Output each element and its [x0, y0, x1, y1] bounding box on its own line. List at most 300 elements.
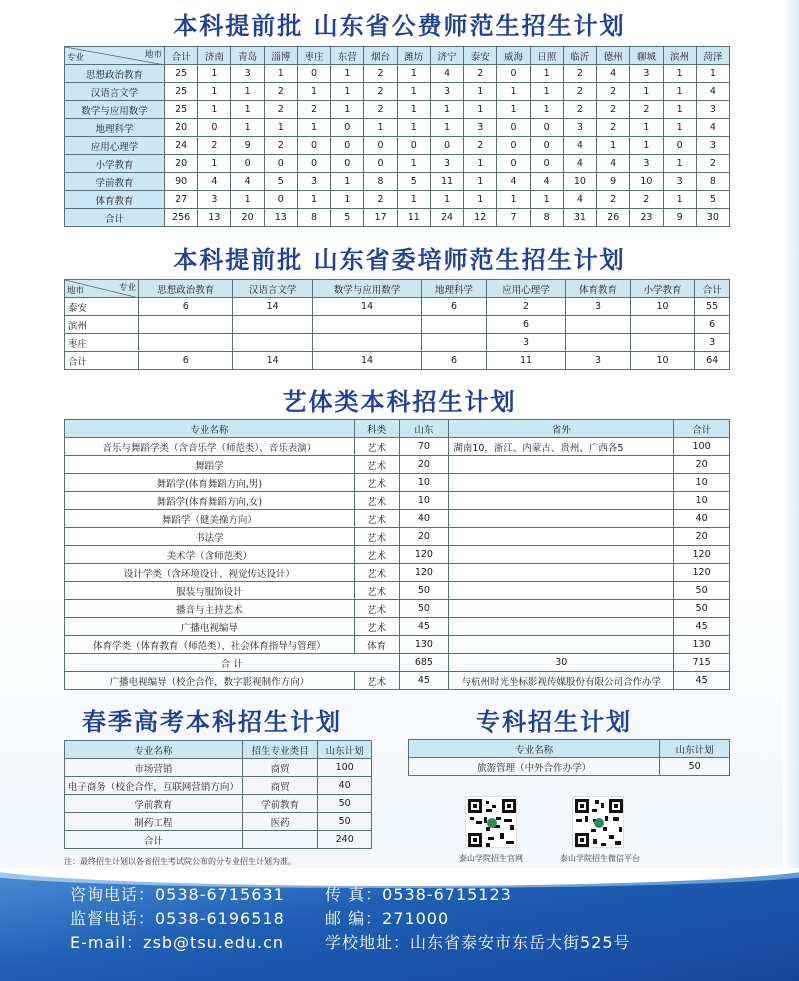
row-label: 小学教育	[65, 155, 165, 173]
row-label: 合计	[65, 209, 165, 227]
table-cell: 0	[530, 119, 563, 137]
row-label: 泰安	[65, 298, 139, 316]
supervise-phone[interactable]: 监督电话：0538-6196518	[70, 909, 285, 928]
table-cell: 2	[198, 137, 231, 155]
consult-phone[interactable]: 咨询电话：0538-6715631	[70, 885, 285, 904]
column-header: 体育教育	[566, 280, 631, 298]
table-cell: 1	[663, 119, 696, 137]
table-cell: 0	[264, 191, 297, 209]
row-label: 地理科学	[65, 119, 165, 137]
table-cell: 0	[331, 155, 364, 173]
table-cell: 4	[563, 191, 596, 209]
category: 艺术	[354, 618, 399, 636]
column-header: 专业名称	[409, 740, 660, 758]
table-cell: 25	[165, 101, 198, 119]
email-link[interactable]: E-mail：zsb@tsu.edu.cn	[70, 933, 285, 952]
table-row	[65, 173, 730, 191]
column-header: 专业名称	[65, 420, 355, 438]
corner-label-bottom: 地市	[67, 286, 85, 296]
outside-quota	[449, 510, 674, 528]
table-cell: 0	[231, 155, 264, 173]
major-name: 音乐与舞蹈学类（含音乐学（师范类）、音乐表演）	[65, 438, 355, 456]
public-normal-plan-table	[64, 46, 730, 227]
table-cell	[630, 334, 695, 352]
table-cell: 3	[630, 155, 663, 173]
total-quota: 45	[674, 672, 730, 690]
table-cell: 1	[297, 191, 330, 209]
outside-quota	[449, 474, 674, 492]
title-spring-exam: 春季高考本科招生计划	[82, 708, 342, 736]
table-cell: 1	[464, 191, 497, 209]
column-header: 聊城	[630, 47, 663, 65]
row-label: 学前教育	[65, 173, 165, 191]
table-cell: 3	[486, 334, 565, 352]
table-cell: 12	[464, 209, 497, 227]
table-cell: 1	[696, 65, 729, 83]
category: 艺术	[354, 474, 399, 492]
shandong-plan: 50	[318, 795, 372, 813]
table-cell: 4	[530, 173, 563, 191]
table-row	[65, 795, 372, 813]
table-cell: 1	[231, 191, 264, 209]
column-header: 日照	[530, 47, 563, 65]
table-row	[65, 759, 372, 777]
table-cell: 1	[430, 191, 463, 209]
table-header-row	[65, 280, 730, 298]
total-quota: 40	[674, 510, 730, 528]
table-cell: 2	[486, 298, 565, 316]
total-quota: 45	[674, 618, 730, 636]
column-header: 潍坊	[397, 47, 430, 65]
table-cell: 2	[364, 65, 397, 83]
table-row	[65, 119, 730, 137]
outside-quota	[449, 618, 674, 636]
table-cell: 1	[430, 101, 463, 119]
table-cell: 2	[264, 137, 297, 155]
column-header: 济南	[198, 47, 231, 65]
row-label: 思想政治教育	[65, 65, 165, 83]
table-cell: 7	[497, 209, 530, 227]
total-row	[65, 831, 372, 849]
table-cell: 20	[231, 209, 264, 227]
table-cell: 0	[297, 155, 330, 173]
total-quota: 20	[674, 456, 730, 474]
table-cell: 1	[464, 83, 497, 101]
outside-quota	[449, 564, 674, 582]
table-cell	[422, 334, 487, 352]
major-name: 市场营销	[65, 759, 243, 777]
outside-quota	[449, 546, 674, 564]
title-art-sports: 艺体类本科招生计划	[282, 388, 517, 416]
table-cell: 25	[165, 83, 198, 101]
table-cell: 1	[231, 101, 264, 119]
row-label: 枣庄	[65, 334, 139, 352]
table-cell: 6	[486, 316, 565, 334]
title-public-normal: 本科提前批 山东省公费师范生招生计划	[173, 12, 626, 40]
column-header: 枣庄	[297, 47, 330, 65]
table-cell: 2	[630, 191, 663, 209]
table-cell: 1	[331, 173, 364, 191]
title-commissioned-normal: 本科提前批 山东省委培师范生招生计划	[173, 246, 626, 274]
table-row	[65, 582, 730, 600]
table-cell: 64	[695, 352, 730, 370]
total-quota: 10	[674, 492, 730, 510]
table-cell: 5	[331, 209, 364, 227]
category: 艺术	[354, 456, 399, 474]
corner-label-top: 地市	[144, 50, 162, 60]
table-cell: 14	[312, 298, 421, 316]
table-cell: 6	[422, 352, 487, 370]
table-cell: 20	[165, 155, 198, 173]
column-header: 泰安	[464, 47, 497, 65]
table-row	[65, 316, 730, 334]
table-cell: 1	[663, 83, 696, 101]
table-cell: 2	[563, 101, 596, 119]
table-cell: 31	[563, 209, 596, 227]
table-row	[65, 334, 730, 352]
corner-label-bottom: 专业	[67, 53, 85, 63]
table-cell: 1	[397, 83, 430, 101]
column-header: 合计	[165, 47, 198, 65]
outside-quota: 湖南10，浙江、内蒙古、贵州、广西各5	[449, 438, 674, 456]
table-cell: 4	[597, 155, 630, 173]
table-cell: 4	[497, 173, 530, 191]
table-cell: 0	[497, 119, 530, 137]
column-header: 临沂	[563, 47, 596, 65]
table-row	[65, 777, 372, 795]
table-cell: 1	[297, 83, 330, 101]
table-row	[65, 528, 730, 546]
table-cell	[422, 316, 487, 334]
table-cell: 2	[696, 155, 729, 173]
major-name: 书法学	[65, 528, 355, 546]
table-cell: 1	[663, 155, 696, 173]
table-cell: 1	[497, 83, 530, 101]
table-cell: 4	[430, 65, 463, 83]
table-row	[65, 456, 730, 474]
column-header: 山东计划	[318, 741, 372, 759]
major-name: 电子商务（校企合作，互联网营销方向）	[65, 777, 243, 795]
table-header-row	[65, 47, 730, 65]
shandong-plan: 40	[318, 777, 372, 795]
outside-quota	[449, 528, 674, 546]
qr-code-wechat[interactable]	[572, 796, 624, 848]
contact-footer	[0, 868, 799, 981]
major-name: 舞蹈学(体育舞蹈方向,男)	[65, 474, 355, 492]
table-row	[65, 137, 730, 155]
major-name: 舞蹈学	[65, 456, 355, 474]
table-cell: 1	[331, 101, 364, 119]
table-row	[65, 438, 730, 456]
table-cell: 90	[165, 173, 198, 191]
major-name: 广播电视编导（校企合作，数字影视制作方向）	[65, 672, 355, 690]
table-cell: 4	[563, 155, 596, 173]
table-cell: 0	[297, 137, 330, 155]
table-cell	[630, 316, 695, 334]
table-cell: 1	[397, 119, 430, 137]
column-header: 淄博	[264, 47, 297, 65]
table-cell: 0	[497, 65, 530, 83]
total-quota: 715	[674, 654, 730, 672]
shandong-quota: 20	[399, 456, 449, 474]
table-cell: 24	[165, 137, 198, 155]
category: 艺术	[354, 492, 399, 510]
shandong-quota: 685	[399, 654, 449, 672]
table-cell: 27	[165, 191, 198, 209]
table-row	[65, 546, 730, 564]
table-row	[65, 83, 730, 101]
total-quota: 50	[674, 582, 730, 600]
table-row	[65, 600, 730, 618]
column-header: 专业名称	[65, 741, 243, 759]
column-header: 地理科学	[422, 280, 487, 298]
table-cell: 2	[597, 119, 630, 137]
table-cell: 2	[563, 83, 596, 101]
table-cell: 1	[198, 83, 231, 101]
table-cell: 3	[630, 65, 663, 83]
table-cell: 2	[630, 101, 663, 119]
table-cell: 3	[696, 101, 729, 119]
major-name: 设计学类（含环境设计、视觉传达设计）	[65, 564, 355, 582]
shandong-plan: 50	[660, 758, 730, 776]
outside-quota	[449, 636, 674, 654]
junior-college-plan-table	[408, 739, 730, 776]
row-label: 滨州	[65, 316, 139, 334]
table-cell: 2	[597, 83, 630, 101]
table-cell: 1	[231, 119, 264, 137]
table-cell: 13	[198, 209, 231, 227]
table-cell: 1	[198, 65, 231, 83]
table-cell: 1	[397, 101, 430, 119]
table-cell: 0	[430, 137, 463, 155]
column-header: 青岛	[231, 47, 264, 65]
table-cell: 8	[297, 209, 330, 227]
table-cell: 4	[696, 119, 729, 137]
total-row	[65, 654, 730, 672]
table-cell: 11	[397, 209, 430, 227]
table-cell: 17	[364, 209, 397, 227]
table-cell: 0	[530, 137, 563, 155]
table-cell: 0	[198, 119, 231, 137]
category: 体育	[354, 636, 399, 654]
table-cell: 2	[563, 65, 596, 83]
table-cell: 4	[231, 173, 264, 191]
outside-quota	[449, 492, 674, 510]
major-name: 广播电视编导	[65, 618, 355, 636]
table-row	[65, 492, 730, 510]
column-header: 合计	[695, 280, 730, 298]
table-cell: 0	[530, 155, 563, 173]
total-quota: 130	[674, 636, 730, 654]
table-cell: 0	[497, 155, 530, 173]
table-cell: 3	[566, 352, 631, 370]
table-cell: 0	[364, 155, 397, 173]
table-cell	[566, 316, 631, 334]
category: 艺术	[354, 672, 399, 690]
table-row	[65, 672, 730, 690]
shandong-quota: 20	[399, 528, 449, 546]
major-name: 旅游管理（中外合作办学）	[409, 758, 660, 776]
total-quota: 20	[674, 528, 730, 546]
qr-code-wechat-icon	[573, 797, 625, 849]
table-cell: 10	[630, 298, 695, 316]
table-cell: 55	[695, 298, 730, 316]
table-cell: 1	[364, 119, 397, 137]
postcode: 邮 编：271000	[325, 909, 450, 928]
table-cell: 2	[364, 191, 397, 209]
empty-cell	[242, 831, 318, 849]
table-row	[65, 155, 730, 173]
shandong-quota: 120	[399, 564, 449, 582]
table-cell: 0	[297, 65, 330, 83]
table-cell: 8	[364, 173, 397, 191]
column-header: 德州	[597, 47, 630, 65]
major-name: 美术学（含师范类）	[65, 546, 355, 564]
shandong-quota: 45	[399, 672, 449, 690]
table-cell: 5	[397, 173, 430, 191]
shandong-quota: 50	[399, 600, 449, 618]
shandong-quota: 10	[399, 492, 449, 510]
table-cell: 1	[231, 83, 264, 101]
table-cell: 3	[430, 155, 463, 173]
table-cell: 0	[264, 155, 297, 173]
shandong-quota: 130	[399, 636, 449, 654]
right-decor-strip	[783, 0, 799, 870]
table-cell: 10	[630, 173, 663, 191]
table-cell: 0	[364, 137, 397, 155]
table-cell	[139, 334, 233, 352]
row-label: 合计	[65, 352, 139, 370]
table-cell: 1	[430, 119, 463, 137]
major-type: 商贸	[242, 759, 318, 777]
table-cell: 2	[597, 101, 630, 119]
table-cell: 1	[530, 65, 563, 83]
category: 艺术	[354, 600, 399, 618]
row-label: 汉语言文学	[65, 83, 165, 101]
column-header: 招生专业类目	[242, 741, 318, 759]
table-row	[65, 298, 730, 316]
fax-number: 传 真：0538-6715123	[325, 885, 512, 904]
column-header: 数学与应用数学	[312, 280, 421, 298]
table-cell: 14	[233, 298, 312, 316]
table-cell: 1	[464, 101, 497, 119]
table-cell: 1	[331, 83, 364, 101]
table-cell: 4	[597, 65, 630, 83]
table-cell: 3	[563, 119, 596, 137]
table-row	[65, 65, 730, 83]
table-cell: 4	[563, 137, 596, 155]
commissioned-normal-plan-table	[64, 279, 730, 370]
table-cell: 1	[630, 83, 663, 101]
table-cell: 9	[597, 173, 630, 191]
table-cell: 1	[464, 155, 497, 173]
table-row	[65, 209, 730, 227]
outside-quota: 与杭州时光坐标影视传媒股份有限公司合作办学	[449, 672, 674, 690]
major-name: 学前教育	[65, 795, 243, 813]
column-header: 应用心理学	[486, 280, 565, 298]
table-cell: 2	[264, 83, 297, 101]
table-cell: 1	[497, 101, 530, 119]
table-cell: 0	[663, 137, 696, 155]
corner-cell	[65, 280, 139, 298]
table-cell: 1	[497, 191, 530, 209]
column-header: 山东	[399, 420, 449, 438]
table-cell: 1	[663, 191, 696, 209]
major-type: 商贸	[242, 777, 318, 795]
category: 艺术	[354, 438, 399, 456]
table-cell: 1	[630, 137, 663, 155]
table-cell: 20	[165, 119, 198, 137]
outside-quota	[449, 456, 674, 474]
table-cell: 2	[364, 101, 397, 119]
corner-cell	[65, 47, 165, 65]
category: 艺术	[354, 582, 399, 600]
shandong-quota: 120	[399, 546, 449, 564]
major-name: 舞蹈学(体育舞蹈方向,女)	[65, 492, 355, 510]
shandong-quota: 10	[399, 474, 449, 492]
major-name: 制药工程	[65, 813, 243, 831]
qr-code-website[interactable]	[465, 796, 517, 848]
total-quota: 100	[674, 438, 730, 456]
table-cell: 6	[139, 298, 233, 316]
table-cell: 1	[264, 65, 297, 83]
table-cell: 1	[297, 119, 330, 137]
table-header-row	[65, 741, 372, 759]
table-cell: 3	[566, 298, 631, 316]
column-header: 滨州	[663, 47, 696, 65]
table-cell: 3	[464, 119, 497, 137]
shandong-plan: 240	[318, 831, 372, 849]
column-header: 合计	[674, 420, 730, 438]
table-cell: 8	[530, 209, 563, 227]
table-cell: 6	[422, 298, 487, 316]
table-cell: 1	[630, 119, 663, 137]
total-label: 合 计	[65, 654, 400, 672]
table-cell: 3	[198, 191, 231, 209]
major-type: 医药	[242, 813, 318, 831]
table-cell: 0	[497, 137, 530, 155]
table-cell: 3	[695, 334, 730, 352]
table-cell: 1	[264, 119, 297, 137]
table-cell: 1	[597, 137, 630, 155]
table-cell: 10	[630, 352, 695, 370]
table-cell: 1	[530, 83, 563, 101]
total-quota: 50	[674, 600, 730, 618]
outside-quota	[449, 600, 674, 618]
table-cell: 6	[139, 352, 233, 370]
table-row	[65, 510, 730, 528]
total-quota: 120	[674, 564, 730, 582]
outside-quota	[449, 582, 674, 600]
table-cell: 8	[696, 173, 729, 191]
column-header: 省外	[449, 420, 674, 438]
qr-label-website: 泰山学院招生官网	[459, 854, 523, 863]
table-cell: 0	[331, 137, 364, 155]
category: 艺术	[354, 564, 399, 582]
table-cell: 3	[696, 137, 729, 155]
table-row	[65, 474, 730, 492]
table-cell: 1	[530, 101, 563, 119]
row-label: 体育教育	[65, 191, 165, 209]
table-cell: 1	[397, 191, 430, 209]
total-label: 合计	[65, 831, 243, 849]
table-cell	[139, 316, 233, 334]
footnote: 注：最终招生计划以各省招生考试院公布的分专业招生计划为准。	[64, 857, 296, 866]
column-header: 科类	[354, 420, 399, 438]
table-row	[65, 618, 730, 636]
table-cell: 1	[198, 155, 231, 173]
major-name: 体育学类（体育教育（师范类）、社会体育指导与管理）	[65, 636, 355, 654]
